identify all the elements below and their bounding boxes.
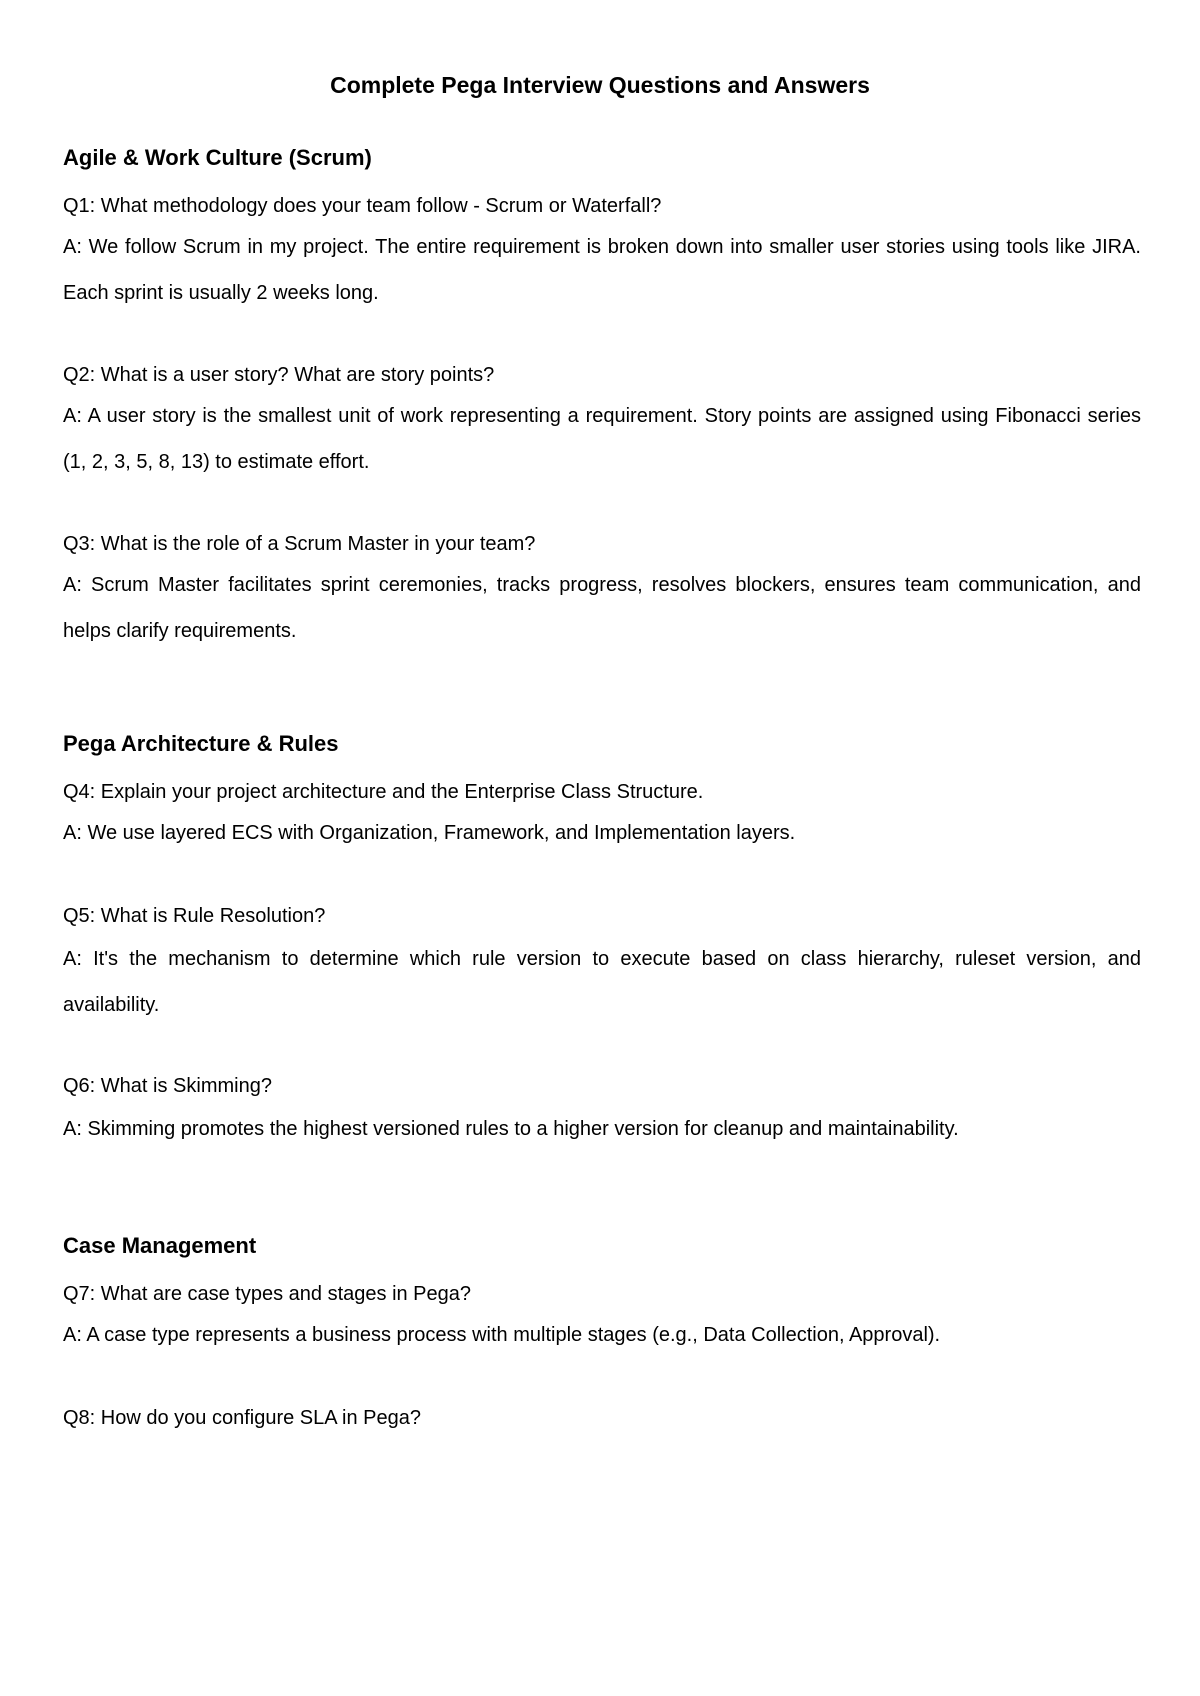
- question-8: Q8: How do you configure SLA in Pega?: [63, 1407, 422, 1429]
- document-title: Complete Pega Interview Questions and Answers: [330, 72, 870, 98]
- question-6: Q6: What is Skimming?: [63, 1075, 272, 1097]
- question-5: Q5: What is Rule Resolution?: [63, 905, 326, 927]
- section-heading-case-management: Case Management: [63, 1233, 257, 1258]
- answer-4: A: We use layered ECS with Organization, Framework, and Implementation layers.: [63, 822, 796, 844]
- section-heading-agile: Agile & Work Culture (Scrum): [63, 145, 372, 170]
- question-4: Q4: Explain your project architecture and the Enterprise Class Structure.: [63, 781, 704, 803]
- answer-3: A: Scrum Master facilitates sprint ceremonies, tracks progress, resolves blockers, ensures team communication, and helps clarify requirements.: [63, 574, 1141, 642]
- question-2: Q2: What is a user story? What are story points?: [63, 364, 495, 386]
- question-7: Q7: What are case types and stages in Pega?: [63, 1283, 472, 1305]
- question-3: Q3: What is the role of a Scrum Master in your team?: [63, 533, 536, 555]
- answer-1: A: We follow Scrum in my project. The entire requirement is broken down into smaller user stories using tools like JIRA. Each sprint is usually 2 weeks long.: [63, 236, 1141, 304]
- section-heading-architecture: Pega Architecture & Rules: [63, 731, 339, 756]
- answer-7: A: A case type represents a business process with multiple stages (e.g., Data Collection, Approval).: [63, 1324, 941, 1346]
- answer-5: A: It's the mechanism to determine which rule version to execute based on class hierarchy, ruleset version, and availability.: [63, 948, 1141, 1016]
- answer-6: A: Skimming promotes the highest versioned rules to a higher version for cleanup and maintainability.: [63, 1118, 959, 1140]
- answer-2: A: A user story is the smallest unit of work representing a requirement. Story points are assigned using Fibonacci series (1, 2, 3, 5, 8, 13) to estimate effort.: [63, 405, 1141, 473]
- question-1: Q1: What methodology does your team follow - Scrum or Waterfall?: [63, 195, 662, 217]
